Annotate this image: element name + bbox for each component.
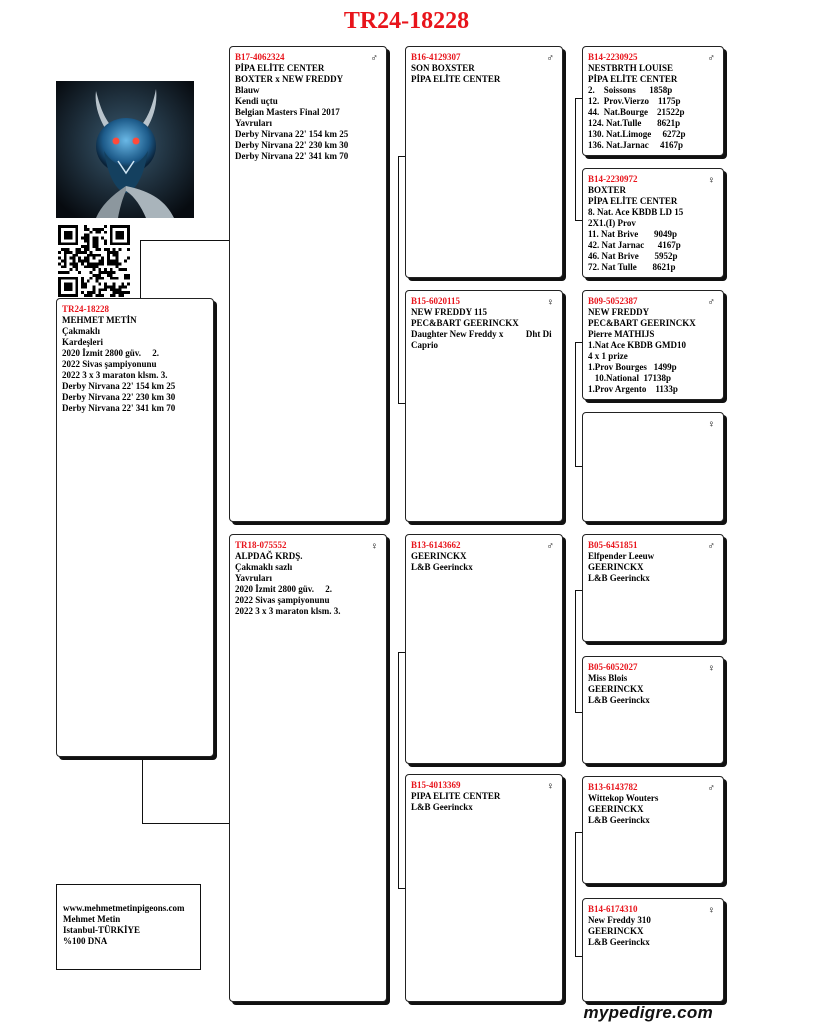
female-icon: ♀ (707, 419, 715, 430)
gen4-sss-lines (588, 63, 718, 151)
pedigree-line: New Freddy 310 (588, 915, 651, 925)
breeder-website[interactable]: www.mehmetmetinpigeons.com (63, 903, 185, 913)
pedigree-line: Yavruları (235, 118, 272, 128)
pedigree-line: Yavruları (235, 573, 272, 583)
brand-logo: mypedigre.com (583, 1003, 713, 1022)
gen3-dd-card[interactable] (405, 774, 563, 1002)
pedigree-line: 2. Soissons 1858p (588, 85, 673, 95)
pedigree-line: Caprio (411, 340, 438, 350)
gen4-ddd-ring: B14-6174310 (588, 904, 638, 914)
gen4-sds-ring: B09-5052387 (588, 296, 638, 306)
pedigree-line: 44. Nat.Bourge 21522p (588, 107, 685, 117)
gen4-dss-card[interactable] (582, 534, 724, 642)
pedigree-line: GEERINCKX (411, 551, 467, 561)
gen4-dds-card[interactable] (582, 776, 724, 884)
pedigree-line: 1.Nat Ace KBDB GMD10 (588, 340, 686, 350)
pedigree-line: L&B Geerinckx (588, 937, 650, 947)
gen4-ssd-ring: B14-2230972 (588, 174, 638, 184)
pedigree-line: 2020 İzmit 2800 güv. 2. (62, 348, 160, 358)
gen3-ds-lines (411, 551, 557, 573)
gen3-dd-ring: B15-4013369 (411, 780, 461, 790)
pedigree-line: BOXTER x NEW FREDDY (235, 74, 344, 84)
female-icon: ♀ (370, 541, 378, 552)
sire-ring: B17-4062324 (235, 52, 285, 62)
gen3-ss-ring: B16-4129307 (411, 52, 461, 62)
pedigree-line: GEERINCKX (588, 562, 644, 572)
breeder-location: Istanbul-TÜRKİYE (63, 925, 141, 935)
gen3-sd-ring: B15-6020115 (411, 296, 461, 306)
gen3-ds-ring: B13-6143662 (411, 540, 461, 550)
pedigree-line: L&B Geerinckx (588, 573, 650, 583)
pedigree-line: 2022 Sivas şampiyonunu (62, 359, 157, 369)
female-icon: ♀ (707, 663, 715, 674)
pedigree-line: SON BOXSTER (411, 63, 475, 73)
pedigree-line: GEERINCKX (588, 684, 644, 694)
subject-card[interactable] (56, 298, 214, 757)
pedigree-line: NESTBRTH LOUISE (588, 63, 673, 73)
pedigree-line: L&B Geerinckx (411, 562, 473, 572)
gen3-ss-card[interactable] (405, 46, 563, 278)
breeder-dna: %100 DNA (63, 936, 108, 946)
pedigree-line: PEC&BART GEERINCKX (411, 318, 519, 328)
gen4-dss-lines (588, 551, 718, 584)
pedigree-line: Miss Blois (588, 673, 628, 683)
pedigree-line: 11. Nat Brive 9049p (588, 229, 677, 239)
gen4-dsd-lines (588, 673, 718, 706)
pedigree-line: PIPA ELITE CENTER (411, 791, 501, 801)
pedigree-line: 2X1.(I) Prov (588, 218, 636, 228)
pedigree-line: 42. Nat Jarnac 4167p (588, 240, 681, 250)
male-icon: ♂ (370, 53, 378, 64)
pedigree-line: Belgian Masters Final 2017 (235, 107, 340, 117)
gen4-ssd-card[interactable] (582, 168, 724, 278)
dam-ring: TR18-075552 (235, 540, 287, 550)
pedigree-line: Daughter New Freddy x Dht Di (411, 329, 552, 339)
male-icon: ♂ (707, 783, 715, 794)
pedigree-line: Derby Nirvana 22' 154 km 25 (62, 381, 176, 391)
pedigree-line: Blauw (235, 85, 260, 95)
pedigree-line: 2022 Sivas şampiyonunu (235, 595, 330, 605)
pedigree-line: MEHMET METİN (62, 315, 137, 325)
gen3-sd-lines (411, 307, 557, 351)
male-icon: ♂ (707, 541, 715, 552)
gen4-dsd-card[interactable] (582, 656, 724, 764)
pedigree-line: GEERINCKX (588, 804, 644, 814)
pedigree-line: L&B Geerinckx (588, 815, 650, 825)
gen3-ds-card[interactable] (405, 534, 563, 764)
pedigree-line: NEW FREDDY 115 (411, 307, 488, 317)
pedigree-line: 1.Prov Bourges 1499p (588, 362, 677, 372)
gen4-ddd-card[interactable] (582, 898, 724, 1002)
pigeon-photo (56, 81, 194, 218)
pedigree-line: PİPA ELİTE CENTER (411, 74, 501, 84)
pedigree-line: PİPA ELİTE CENTER (588, 74, 678, 84)
pedigree-line: Kardeşleri (62, 337, 103, 347)
pedigree-title: TR24-18228 (343, 8, 470, 34)
male-icon: ♂ (546, 541, 554, 552)
subject-lines (62, 315, 208, 414)
pedigree-line: 1.Prov Argento 1133p (588, 384, 678, 394)
pedigree-line: L&B Geerinckx (588, 695, 650, 705)
pedigree-line: 72. Nat Tulle 8621p (588, 262, 676, 272)
pedigree-line: Wittekop Wouters (588, 793, 659, 803)
pedigree-line: Elfpender Leeuw (588, 551, 655, 561)
gen4-sss-card[interactable] (582, 46, 724, 156)
female-icon: ♀ (546, 781, 554, 792)
pedigree-line: PİPA ELİTE CENTER (235, 63, 325, 73)
pedigree-line: NEW FREDDY (588, 307, 650, 317)
female-icon: ♀ (707, 905, 715, 916)
pedigree-line: Çakmaklı sazlı (235, 562, 293, 572)
pedigree-line: Derby Nirvana 22' 341 km 70 (235, 151, 349, 161)
gen4-sdd-card[interactable] (582, 412, 724, 522)
male-icon: ♂ (707, 53, 715, 64)
dam-card[interactable] (229, 534, 387, 1002)
pedigree-line: 124. Nat.Tulle 8621p (588, 118, 681, 128)
gen4-dds-lines (588, 793, 718, 826)
gen4-dds-ring: B13-6143782 (588, 782, 638, 792)
qr-code-icon (58, 225, 130, 297)
male-icon: ♂ (546, 53, 554, 64)
gen4-ssd-lines (588, 185, 718, 273)
gen4-sss-ring: B14-2230925 (588, 52, 638, 62)
pedigree-line: Derby Nirvana 22' 230 km 30 (62, 392, 176, 402)
pedigree-line: 130. Nat.Limoge 6272p (588, 129, 686, 139)
pedigree-line: 136. Nat.Jarnac 4167p (588, 140, 683, 150)
pedigree-line: Çakmaklı (62, 326, 101, 336)
pedigree-line: 46. Nat Brive 5952p (588, 251, 678, 261)
gen3-dd-lines (411, 791, 557, 813)
pedigree-line: Derby Nirvana 22' 230 km 30 (235, 140, 349, 150)
sire-card[interactable] (229, 46, 387, 522)
pedigree-line: 2022 3 x 3 maraton klsm. 3. (235, 606, 341, 616)
pedigree-line: 12. Prov.Vierzo 1175p (588, 96, 681, 106)
pedigree-line: Derby Nirvana 22' 154 km 25 (235, 129, 349, 139)
gen4-dss-ring: B05-6451851 (588, 540, 638, 550)
pedigree-line: Kendi uçtu (235, 96, 278, 106)
pedigree-line: 2020 İzmit 2800 güv. 2. (235, 584, 333, 594)
breeder-info (56, 884, 201, 970)
pedigree-line: Derby Nirvana 22' 341 km 70 (62, 403, 176, 413)
dragon-image-icon (56, 81, 194, 218)
pedigree-line: 10.National 17138p (588, 373, 672, 383)
pedigree-line: PİPA ELİTE CENTER (588, 196, 678, 206)
gen3-sd-card[interactable] (405, 290, 563, 522)
pedigree-line: 4 x 1 prize (588, 351, 628, 361)
pedigree-line: GEERINCKX (588, 926, 644, 936)
gen4-dsd-ring: B05-6052027 (588, 662, 638, 672)
gen4-ddd-lines (588, 915, 718, 948)
qr-code (58, 225, 130, 297)
pedigree-line: 2022 3 x 3 maraton klsm. 3. (62, 370, 168, 380)
gen3-ss-lines (411, 63, 557, 85)
gen4-sds-lines (588, 307, 718, 395)
female-icon: ♀ (707, 175, 715, 186)
female-icon: ♀ (546, 297, 554, 308)
subject-ring: TR24-18228 (62, 304, 109, 314)
pedigree-line: 8. Nat. Ace KBDB LD 15 (588, 207, 684, 217)
dam-lines (235, 551, 381, 617)
pedigree-line: Pierre MATHIJS (588, 329, 655, 339)
male-icon: ♂ (707, 297, 715, 308)
gen4-sds-card[interactable] (582, 290, 724, 400)
pedigree-line: L&B Geerinckx (411, 802, 473, 812)
breeder-name: Mehmet Metin (63, 914, 121, 924)
pedigree-line: PEC&BART GEERINCKX (588, 318, 696, 328)
pedigree-line: ALPDAĞ KRDŞ. (235, 551, 303, 561)
pedigree-line: BOXTER (588, 185, 627, 195)
sire-lines (235, 63, 381, 162)
